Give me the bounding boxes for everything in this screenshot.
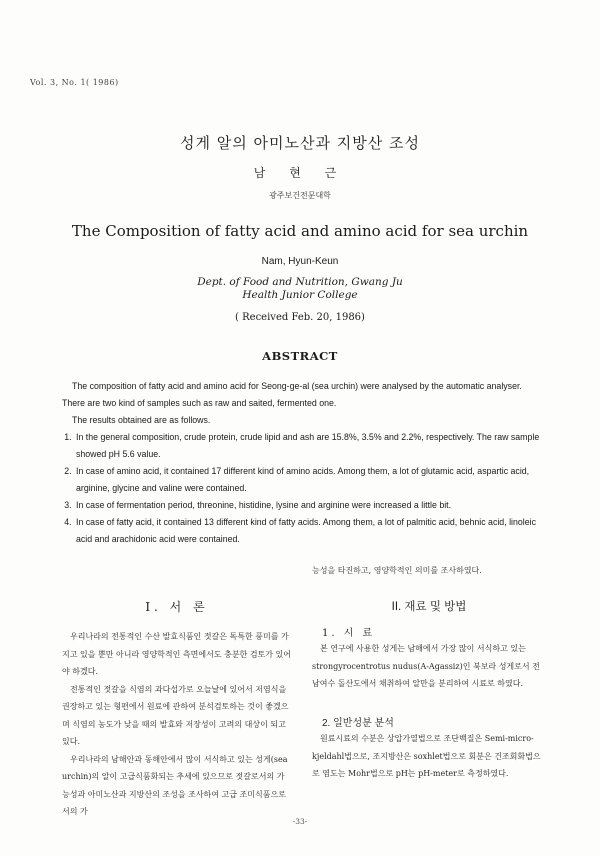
received-date: ( Received Feb. 20, 1986)	[235, 312, 365, 323]
right-column-lead: 능성을 타진하고, 영양학적인 의미를 조사하였다.	[312, 566, 482, 575]
section-introduction-heading: I. 서 론	[145, 600, 209, 614]
english-affiliation-line1: Dept. of Food and Nutrition, Gwang Ju	[197, 276, 403, 288]
introduction-paragraph-2: 전통적인 젓갈을 식염의 과다섭가로 오늘날에 있어서 저염식을 권장하고 있는 형편에서 원료에 관하여 분석검토하는 것이 좋겠으며 식염의 농도가 낮을 때의 발효와 저장성이 고려의 대상이 되고 있다.	[62, 684, 289, 746]
sample-paragraph: 본 연구에 사용한 성게는 남해에서 가장 많이 서식하고 있는 strongyrocentrotus nudus(A-Agassiz)인 북보라 성게로서 전남여수 돌산도에서 채취하여 알만을 분리하여 시료로 하였다.	[312, 644, 540, 688]
abstract-item-3: 3. In case of fermentation period, threonine, histidine, lysine and arginine were increased a little bit.	[74, 497, 544, 514]
abstract-results-intro: The results obtained are as follows.	[72, 415, 211, 425]
english-affiliation-line2: Health Junior College	[242, 289, 358, 301]
abstract-item-1: 1. In the general composition, crude protein, crude lipid and ash are 15.8%, 3.5% and 2.2%, respectively. The raw sample showed pH 5.6 value.	[74, 429, 544, 463]
abstract-item-4: 4. In case of fatty acid, it contained 13 different kind of fatty acids. Among them, a lot of palmitic acid, behnic acid, linoleic acid and arachidonic acid were contained.	[74, 514, 544, 548]
subsection-analysis-body	[312, 730, 546, 783]
page-number: -33-	[292, 817, 308, 826]
abstract-heading: ABSTRACT	[262, 349, 338, 363]
korean-title: 성게 알의 아미노산과 지방산 조성	[180, 134, 420, 152]
abstract-results-list	[62, 429, 544, 548]
introduction-body	[62, 628, 292, 821]
section-methods-heading: II. 재료 및 방법	[391, 601, 467, 613]
english-author: Nam, Hyun-Keun	[261, 256, 339, 267]
korean-affiliation: 광주보건전문대학	[269, 191, 331, 200]
abstract-intro: The composition of fatty acid and amino acid for Seong-ge-al (sea urchin) were analysed by the automatic analyser. There are two kind of samples such as raw and saited, fermented one.	[62, 381, 522, 408]
introduction-paragraph-1: 우리나라의 전통적인 수산 발효식품인 젓갈은 독특한 풍미를 가지고 있을 뿐만 아니라 영양학적인 측면에서도 충분한 검토가 있어야 하겠다.	[62, 632, 291, 676]
subsection-sample-heading: 1. 시 료	[322, 628, 376, 639]
journal-reference: Vol. 3, No. 1( 1986)	[30, 78, 119, 87]
subsection-analysis-heading: 2. 일반성분 분석	[322, 718, 394, 729]
korean-author: 남 현 근	[253, 166, 347, 180]
abstract-item-2: 2. In case of amino acid, it contained 17 different kind of amino acids. Among them, a lot of glutamic acid, aspartic acid, arginine, glycine and valine were contained.	[74, 463, 544, 497]
english-title: The Composition of fatty acid and amino acid for sea urchin	[71, 222, 529, 240]
introduction-paragraph-3: 우리나라의 남해안과 동해안에서 많이 서식하고 있는 성게(sea urchin)의 알이 고급식품화되는 추세에 있으므로 젓갈로서의 가능성과 아미노산과 지방산의 조성을 조사하여 고급 조미식품으로서의 가	[62, 754, 288, 816]
subsection-sample-body	[312, 640, 546, 693]
abstract-body	[62, 378, 544, 548]
analysis-paragraph: 원료시료의 수분은 상압가열법으로 조단백질은 Semi-micro-kjeldahl법으로, 조지방산은 soxhlet법으로 회분은 건조회화법으로 염도는 Mohr법으로 pH는 pH-meter로 측정하였다.	[312, 734, 541, 778]
